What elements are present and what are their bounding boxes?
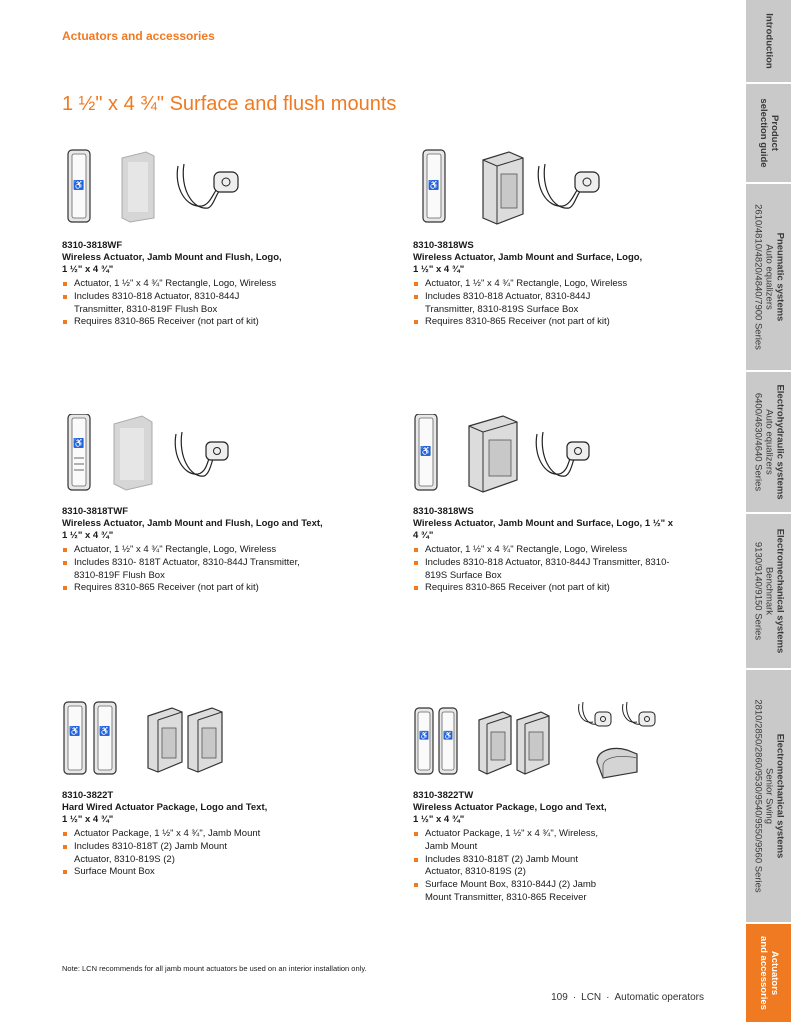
product-sku: 8310-3818WF <box>62 240 123 251</box>
product-illustration <box>62 148 322 234</box>
bullet: Surface Mount Box <box>62 866 352 879</box>
product-images <box>62 698 352 784</box>
page-title: 1 ½" x 4 ¾" Surface and flush mounts <box>62 93 397 115</box>
transmitter-image <box>175 432 228 476</box>
jamb-actuator-image-2 <box>439 708 457 774</box>
product-images <box>62 148 352 234</box>
jamb-actuator-image <box>423 150 445 222</box>
transmitter-image <box>177 164 238 208</box>
product-desc: Hard Wired Actuator Package, Logo and Text, <box>62 802 268 813</box>
section-tabs <box>746 0 791 1024</box>
product-bullets <box>413 828 703 905</box>
section-label: Actuators and accessories <box>62 29 215 43</box>
transmitter-image-2 <box>623 702 655 726</box>
transmitter-image <box>538 164 599 208</box>
product-sku: 8310-3818WS <box>413 506 474 517</box>
product-illustration <box>413 414 693 500</box>
jamb-actuator-image <box>68 414 90 490</box>
product-desc: Wireless Actuator Package, Logo and Text, <box>413 802 607 813</box>
bullet: Requires 8310-865 Receiver (not part of kit) <box>62 582 352 595</box>
jamb-actuator-image <box>415 414 437 490</box>
jamb-actuator-image-2 <box>94 702 116 774</box>
footer-brand: LCN <box>581 992 602 1003</box>
bullet: Includes 8310- 818T Actuator, 8310-844J Transmitter, 8310-819F Flush Box <box>62 557 352 583</box>
svg-text:♿: ♿ <box>419 731 429 740</box>
transmitter-image <box>579 702 611 726</box>
product-images <box>413 148 703 234</box>
flush-box-image <box>114 416 152 490</box>
transmitter-image <box>536 432 589 476</box>
flush-box-image <box>122 152 154 222</box>
product-bullets <box>413 544 703 595</box>
tab-actuators-and-accessories[interactable]: Actuators and accessories <box>746 924 791 1024</box>
bullet: Actuator Package, 1 ½" x 4 ¾", Jamb Mount <box>62 828 352 841</box>
product-8310-3822T <box>62 698 352 879</box>
product-sku: 8310-3822TW <box>413 790 474 801</box>
product-desc-size: 1 ½" x 4 ¾" <box>413 264 465 275</box>
product-desc: Wireless Actuator, Jamb Mount and Surface, Logo, <box>413 252 643 263</box>
page-number: 109 <box>551 992 568 1003</box>
footer-section: Automatic operators <box>614 992 704 1003</box>
jamb-actuator-image <box>68 150 90 222</box>
product-bullets <box>413 278 703 329</box>
jamb-actuator-image <box>415 708 433 774</box>
tab-electromechanical-senior-swing[interactable]: Electromechanical systems Senior Swing 2810/2850/2860/9530/9540/9550/9560 Series <box>746 670 791 924</box>
footnote: Note: LCN recommends for all jamb mount actuators be used on an interior installation only. <box>62 964 367 973</box>
svg-text:♿: ♿ <box>69 726 81 736</box>
bullet: Actuator, 1 ½" x 4 ¾" Rectangle, Logo, Wireless <box>62 278 352 291</box>
bullet: Surface Mount Box, 8310-844J (2) Jamb Mount Transmitter, 8310-865 Receiver <box>413 879 703 905</box>
bullet: Includes 8310-818 Actuator, 8310-844J Transmitter, 8310-819S Surface Box <box>413 291 703 317</box>
jamb-actuator-image <box>64 702 86 774</box>
svg-text:♿: ♿ <box>420 446 432 456</box>
bullet: Includes 8310-818T (2) Jamb Mount Actuator, 8310-819S (2) <box>413 854 703 880</box>
tab-electrohydraulic-systems[interactable]: Electrohydraulic systems Auto equalizers 6400/4630/4640 Series <box>746 372 791 514</box>
bullet: Requires 8310-865 Receiver (not part of kit) <box>413 582 703 595</box>
product-images <box>62 414 352 500</box>
bullet: Includes 8310-818 Actuator, 8310-844J Transmitter, 8310-819F Flush Box <box>62 291 352 317</box>
product-bullets <box>62 544 352 595</box>
product-sku: 8310-3822T <box>62 790 114 801</box>
bullet: Actuator, 1 ½" x 4 ¾" Rectangle, Logo, Wireless <box>413 278 703 291</box>
product-8310-3818WS <box>413 148 703 329</box>
bullet: Requires 8310-865 Receiver (not part of kit) <box>62 316 352 329</box>
product-desc-size: 1 ½" x 4 ¾" <box>62 264 114 275</box>
surface-box-image <box>479 712 511 774</box>
receiver-image <box>597 749 637 779</box>
product-desc-size: 1 ½" x 4 ¾" <box>413 814 465 825</box>
product-desc: Wireless Actuator, Jamb Mount and Flush, Logo and Text, <box>62 518 323 529</box>
product-8310-3818WS-2 <box>413 414 703 595</box>
product-desc-size: 1 ½" x 4 ¾" <box>62 530 114 541</box>
product-bullets <box>62 278 352 329</box>
svg-text:♿: ♿ <box>73 438 85 448</box>
bullet: Actuator Package, 1 ½" x 4 ¾", Wireless, Jamb Mount <box>413 828 703 854</box>
surface-box-image-2 <box>188 708 222 772</box>
tab-product-selection-guide[interactable]: Product selection guide <box>746 84 791 184</box>
product-bullets <box>62 828 352 879</box>
product-images <box>413 414 703 500</box>
product-8310-3822TW <box>413 698 703 905</box>
bullet: Actuator, 1 ½" x 4 ¾" Rectangle, Logo, Wireless <box>413 544 703 557</box>
tab-introduction[interactable]: Introduction <box>746 0 791 84</box>
svg-text:♿: ♿ <box>443 731 453 740</box>
svg-text:♿: ♿ <box>73 180 85 190</box>
product-8310-3818TWF <box>62 414 352 595</box>
tab-pneumatic-systems[interactable]: Pneumatic systems Auto equalizers 2610/4810/4820/4840/7900 Series <box>746 184 791 372</box>
product-desc-size: 4 ¾" <box>413 530 434 541</box>
product-illustration <box>62 698 322 784</box>
product-sku: 8310-3818TWF <box>62 506 129 517</box>
product-desc: Wireless Actuator, Jamb Mount and Surface, Logo, 1 ½" x <box>413 518 674 529</box>
page-footer: 109 · LCN · Automatic operators <box>551 992 704 1003</box>
bullet: Includes 8310-818T (2) Jamb Mount Actuator, 8310-819S (2) <box>62 841 352 867</box>
surface-box-image <box>469 416 517 492</box>
product-8310-3818WF <box>62 148 352 329</box>
product-illustration <box>62 414 322 500</box>
surface-box-image-2 <box>517 712 549 774</box>
surface-box-image <box>483 152 523 224</box>
bullet: Actuator, 1 ½" x 4 ¾" Rectangle, Logo, Wireless <box>62 544 352 557</box>
product-desc: Wireless Actuator, Jamb Mount and Flush, Logo, <box>62 252 282 263</box>
product-images <box>413 698 703 784</box>
svg-text:♿: ♿ <box>428 180 440 190</box>
product-desc-size: 1 ½" x 4 ¾" <box>62 814 114 825</box>
bullet: Includes 8310-818 Actuator, 8310-844J Transmitter, 8310- 819S Surface Box <box>413 557 703 583</box>
product-illustration <box>413 698 673 784</box>
surface-box-image <box>148 708 182 772</box>
tab-electromechanical-benchmark[interactable]: Electromechanical systems Benchmark 9130/9140/9150 Series <box>746 514 791 670</box>
bullet: Requires 8310-865 Receiver (not part of kit) <box>413 316 703 329</box>
product-illustration <box>413 148 673 234</box>
svg-text:♿: ♿ <box>99 726 111 736</box>
product-sku: 8310-3818WS <box>413 240 474 251</box>
